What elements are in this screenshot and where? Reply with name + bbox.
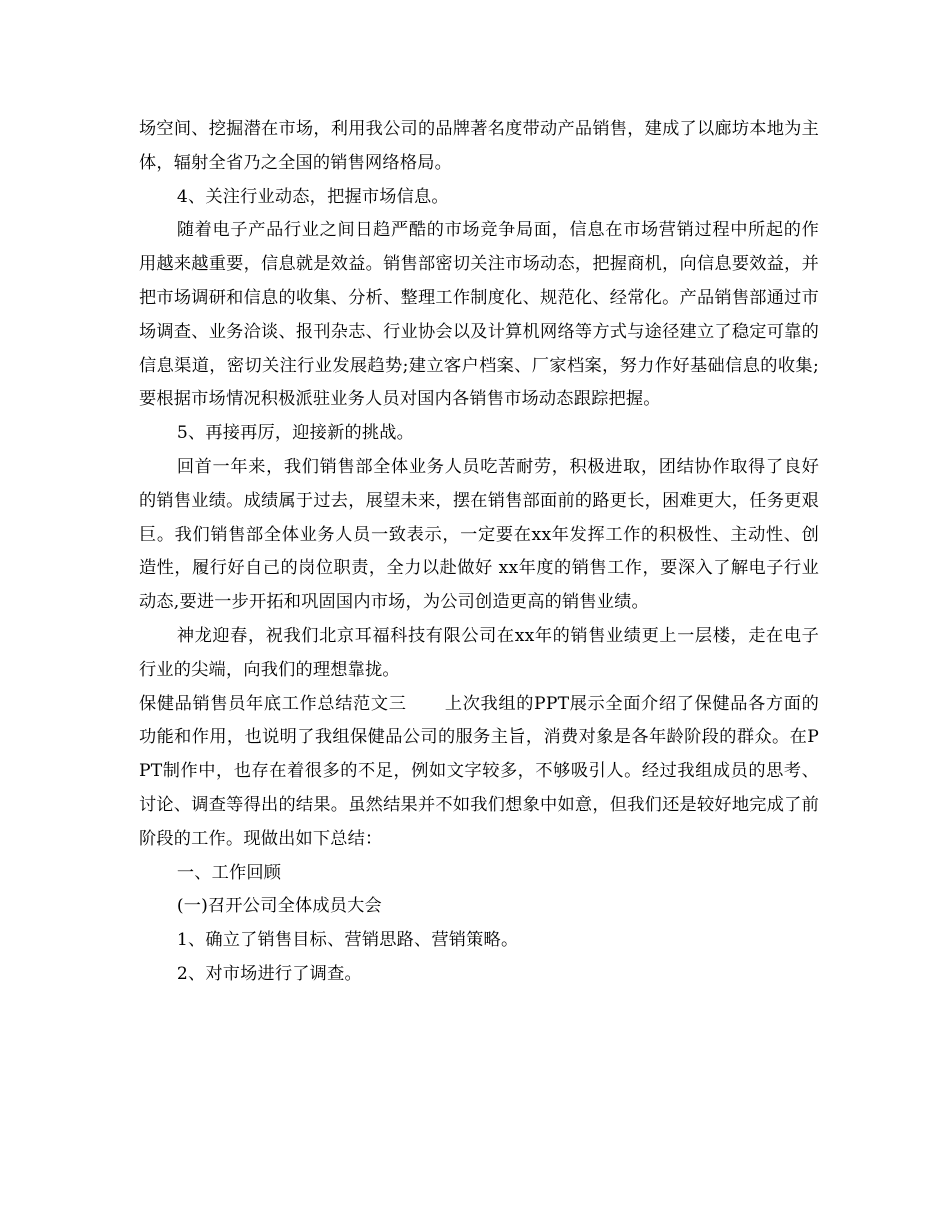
paragraph-new-year-wish: 神龙迎春，祝我们北京耳福科技有限公司在xx年的销售业绩更上一层楼，走在电子行业的尖端，向我们的理想靠拢。 xyxy=(139,625,819,680)
paragraph-heading-new-challenges: 5、再接再厉，迎接新的挑战。 xyxy=(176,423,415,444)
list-item-sales-goals: 1、确立了销售目标、营销思路、营销策略。 xyxy=(176,930,519,951)
paragraph-heading-industry-trends: 4、关注行业动态，把握市场信息。 xyxy=(176,186,449,207)
paragraph-market-space: 场空间、挖掘潜在市场，利用我公司的品牌著名度带动产品销售，建成了以廊坊本地为主体，辐射全省乃之全国的销售网络格局。 xyxy=(139,119,819,173)
paragraph-year-review: 回首一年来，我们销售部全体业务人员吃苦耐劳，积极进取，团结协作取得了良好的销售业绩。成绩属于过去，展望未来，摆在销售部面前的路更长，困难更大，任务更艰巨。我们销售部全体业务人员一致表示，一定要在xx年发挥工作的积极性、主动性、创造性，履行好自己的岗位职责，全力以赴做好 xx年度的销售工作，要深入了解电子行业动态,要进一步开拓和巩固国内市场，为公司创造更高的销售业绩。 xyxy=(139,456,819,613)
document-body xyxy=(139,113,819,992)
section-title: 保健品销售员年底工作总结范文三 xyxy=(139,693,407,714)
section-title-paragraph xyxy=(139,688,819,857)
section-intro: 上次我组的PPT展示全面介绍了保健品各方面的功能和作用，也说明了我组保健品公司的服务主旨，消费对象是各年龄阶段的群众。在PPT制作中，也存在着很多的不足，例如文字较多，不够吸引人。经过我组成员的思考、讨论、调查等得出的结果。虽然结果并不如我们想象中如意，但我们还是较好地完成了前阶段的工作。现做出如下总结： xyxy=(139,693,819,849)
list-item-market-survey: 2、对市场进行了调查。 xyxy=(176,963,362,984)
heading-work-review: 一、工作回顾 xyxy=(176,862,282,883)
heading-company-meeting: (一)召开公司全体成员大会 xyxy=(176,896,382,917)
paragraph-information-channels: 随着电子产品行业之间日趋严酷的市场竞争局面，信息在市场营销过程中所起的作用越来越重要，信息就是效益。销售部密切关注市场动态，把握商机，向信息要效益，并把市场调研和信息的收集、分析、整理工作制度化、规范化、经常化。产品销售部通过市场调查、业务洽谈、报刊杂志、行业协会以及计算机网络等方式与途径建立了稳定可靠的信息渠道，密切关注行业发展趋势;建立客户档案、厂家档案，努力作好基础信息的收集;要根据市场情况积极派驻业务人员对国内各销售市场动态跟踪把握。 xyxy=(139,220,819,410)
